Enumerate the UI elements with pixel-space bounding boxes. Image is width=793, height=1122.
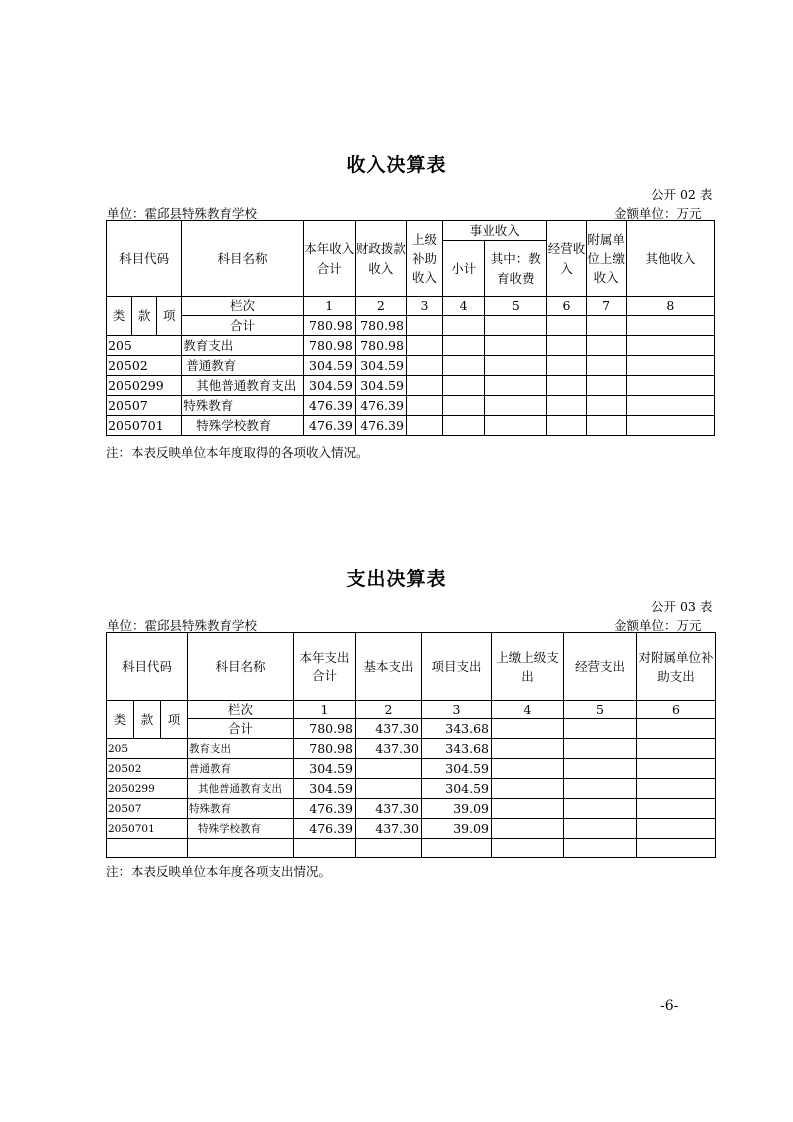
table-row bbox=[107, 839, 716, 858]
row-code: 20502 bbox=[107, 356, 182, 376]
expense-header-operating: 经营支出 bbox=[564, 633, 637, 701]
income-header-operating: 经营收入 bbox=[547, 221, 586, 297]
row-fiscal: 304.59 bbox=[355, 356, 406, 376]
row-fiscal: 304.59 bbox=[355, 376, 406, 396]
row-project: 39.09 bbox=[422, 799, 492, 819]
row-name: 普通教育 bbox=[182, 356, 303, 376]
income-sum-row bbox=[107, 316, 715, 336]
row-name: 普通教育 bbox=[188, 759, 294, 779]
table-row bbox=[107, 416, 715, 436]
row-basic: 437.30 bbox=[356, 799, 422, 819]
expense-header-code: 科目代码 bbox=[107, 633, 188, 701]
expense-note: 注：本表反映单位本年度各项支出情况。 bbox=[106, 864, 332, 879]
income-sum-label: 合计 bbox=[182, 316, 303, 336]
income-col-num: 8 bbox=[626, 297, 714, 316]
expense-col-num: 4 bbox=[492, 701, 564, 719]
row-total: 780.98 bbox=[303, 336, 355, 356]
expense-col-num: 5 bbox=[564, 701, 637, 719]
table-row bbox=[107, 396, 715, 416]
income-header-affiliated: 附属单位上缴收入 bbox=[586, 221, 626, 297]
row-total: 476.39 bbox=[294, 799, 356, 819]
table-row bbox=[107, 819, 716, 839]
income-col-num: 7 bbox=[586, 297, 626, 316]
income-header-other: 其他收入 bbox=[626, 221, 714, 297]
income-sum-fiscal: 780.98 bbox=[355, 316, 406, 336]
expense-header-lei: 类 bbox=[107, 701, 134, 739]
row-total: 476.39 bbox=[294, 819, 356, 839]
income-col-label: 栏次 bbox=[182, 297, 303, 316]
income-header-total: 本年收入合计 bbox=[303, 221, 355, 297]
income-header-business: 事业收入 bbox=[443, 221, 547, 241]
expense-col-num: 2 bbox=[356, 701, 422, 719]
row-project: 304.59 bbox=[422, 779, 492, 799]
row-total: 476.39 bbox=[303, 396, 355, 416]
expense-sum-row bbox=[107, 719, 716, 739]
row-name: 其他普通教育支出 bbox=[188, 779, 294, 799]
income-header-name: 科目名称 bbox=[182, 221, 303, 297]
row-name: 特殊学校教育 bbox=[182, 416, 303, 436]
row-total: 304.59 bbox=[294, 759, 356, 779]
income-table-no: 公开 02 表 bbox=[651, 187, 713, 202]
row-name: 教育支出 bbox=[188, 739, 294, 759]
income-table bbox=[106, 220, 715, 436]
income-sum-total: 780.98 bbox=[303, 316, 355, 336]
row-basic: 437.30 bbox=[356, 819, 422, 839]
expense-sum-basic: 437.30 bbox=[356, 719, 422, 739]
income-header-xiang: 项 bbox=[157, 297, 182, 336]
income-note: 注：本表反映单位本年度取得的各项收入情况。 bbox=[106, 445, 369, 460]
income-amount-unit: 金额单位：万元 bbox=[614, 206, 702, 221]
table-row bbox=[107, 336, 715, 356]
page-number: -6- bbox=[660, 998, 679, 1014]
row-project: 304.59 bbox=[422, 759, 492, 779]
row-total: 304.59 bbox=[303, 356, 355, 376]
expense-title: 支出决算表 bbox=[346, 568, 447, 590]
row-total: 304.59 bbox=[303, 376, 355, 396]
income-header-lei: 类 bbox=[107, 297, 132, 336]
row-fiscal: 476.39 bbox=[355, 416, 406, 436]
table-row bbox=[107, 799, 716, 819]
expense-sum-total: 780.98 bbox=[294, 719, 356, 739]
expense-header-basic: 基本支出 bbox=[356, 633, 422, 701]
income-header-kuan: 款 bbox=[132, 297, 157, 336]
row-basic bbox=[356, 759, 422, 779]
income-col-num: 3 bbox=[406, 297, 442, 316]
expense-table bbox=[106, 632, 716, 858]
expense-amount-unit: 金额单位：万元 bbox=[614, 618, 702, 633]
expense-sum-project: 343.68 bbox=[422, 719, 492, 739]
expense-sum-label: 合计 bbox=[188, 719, 294, 739]
expense-header-upper: 上缴上级支出 bbox=[492, 633, 564, 701]
income-unit: 单位：霍邱县特殊教育学校 bbox=[107, 206, 258, 221]
expense-col-num: 6 bbox=[637, 701, 716, 719]
table-row bbox=[107, 376, 715, 396]
row-code: 2050299 bbox=[107, 376, 182, 396]
table-row bbox=[107, 779, 716, 799]
row-code: 20507 bbox=[107, 396, 182, 416]
expense-header-xiang: 项 bbox=[161, 701, 188, 739]
expense-header-project: 项目支出 bbox=[422, 633, 492, 701]
expense-col-num: 3 bbox=[422, 701, 492, 719]
income-col-num: 1 bbox=[303, 297, 355, 316]
expense-unit: 单位：霍邱县特殊教育学校 bbox=[107, 618, 258, 633]
row-total: 476.39 bbox=[303, 416, 355, 436]
row-total: 304.59 bbox=[294, 779, 356, 799]
row-code: 2050299 bbox=[107, 779, 188, 799]
income-col-num: 4 bbox=[443, 297, 485, 316]
table-row bbox=[107, 759, 716, 779]
expense-col-label: 栏次 bbox=[188, 701, 294, 719]
row-name: 其他普通教育支出 bbox=[182, 376, 303, 396]
expense-table-no: 公开 03 表 bbox=[651, 599, 713, 614]
row-basic: 437.30 bbox=[356, 739, 422, 759]
table-row bbox=[107, 739, 716, 759]
income-col-num: 5 bbox=[485, 297, 547, 316]
expense-header-total: 本年支出合计 bbox=[294, 633, 356, 701]
row-code: 205 bbox=[107, 336, 182, 356]
row-project: 39.09 bbox=[422, 819, 492, 839]
row-total: 780.98 bbox=[294, 739, 356, 759]
row-name: 特殊教育 bbox=[188, 799, 294, 819]
expense-col-num: 1 bbox=[294, 701, 356, 719]
expense-header-affiliated: 对附属单位补助支出 bbox=[637, 633, 716, 701]
income-header-edu-fee: 其中：教育收费 bbox=[485, 241, 547, 297]
row-code: 205 bbox=[107, 739, 188, 759]
row-code: 20507 bbox=[107, 799, 188, 819]
row-name: 特殊教育 bbox=[182, 396, 303, 416]
expense-header-kuan: 款 bbox=[134, 701, 161, 739]
row-code: 2050701 bbox=[107, 819, 188, 839]
row-fiscal: 780.98 bbox=[355, 336, 406, 356]
income-header-fiscal: 财政拨款收入 bbox=[355, 221, 406, 297]
income-header-subtotal: 小计 bbox=[443, 241, 485, 297]
income-title: 收入决算表 bbox=[346, 154, 447, 176]
row-code: 20502 bbox=[107, 759, 188, 779]
table-row bbox=[107, 356, 715, 376]
row-basic bbox=[356, 779, 422, 799]
row-fiscal: 476.39 bbox=[355, 396, 406, 416]
row-name: 教育支出 bbox=[182, 336, 303, 356]
income-col-num: 6 bbox=[547, 297, 586, 316]
income-col-num: 2 bbox=[355, 297, 406, 316]
row-name: 特殊学校教育 bbox=[188, 819, 294, 839]
income-header-code: 科目代码 bbox=[107, 221, 182, 297]
income-header-upper: 上级补助收入 bbox=[406, 221, 442, 297]
row-project: 343.68 bbox=[422, 739, 492, 759]
expense-header-name: 科目名称 bbox=[188, 633, 294, 701]
row-code: 2050701 bbox=[107, 416, 182, 436]
